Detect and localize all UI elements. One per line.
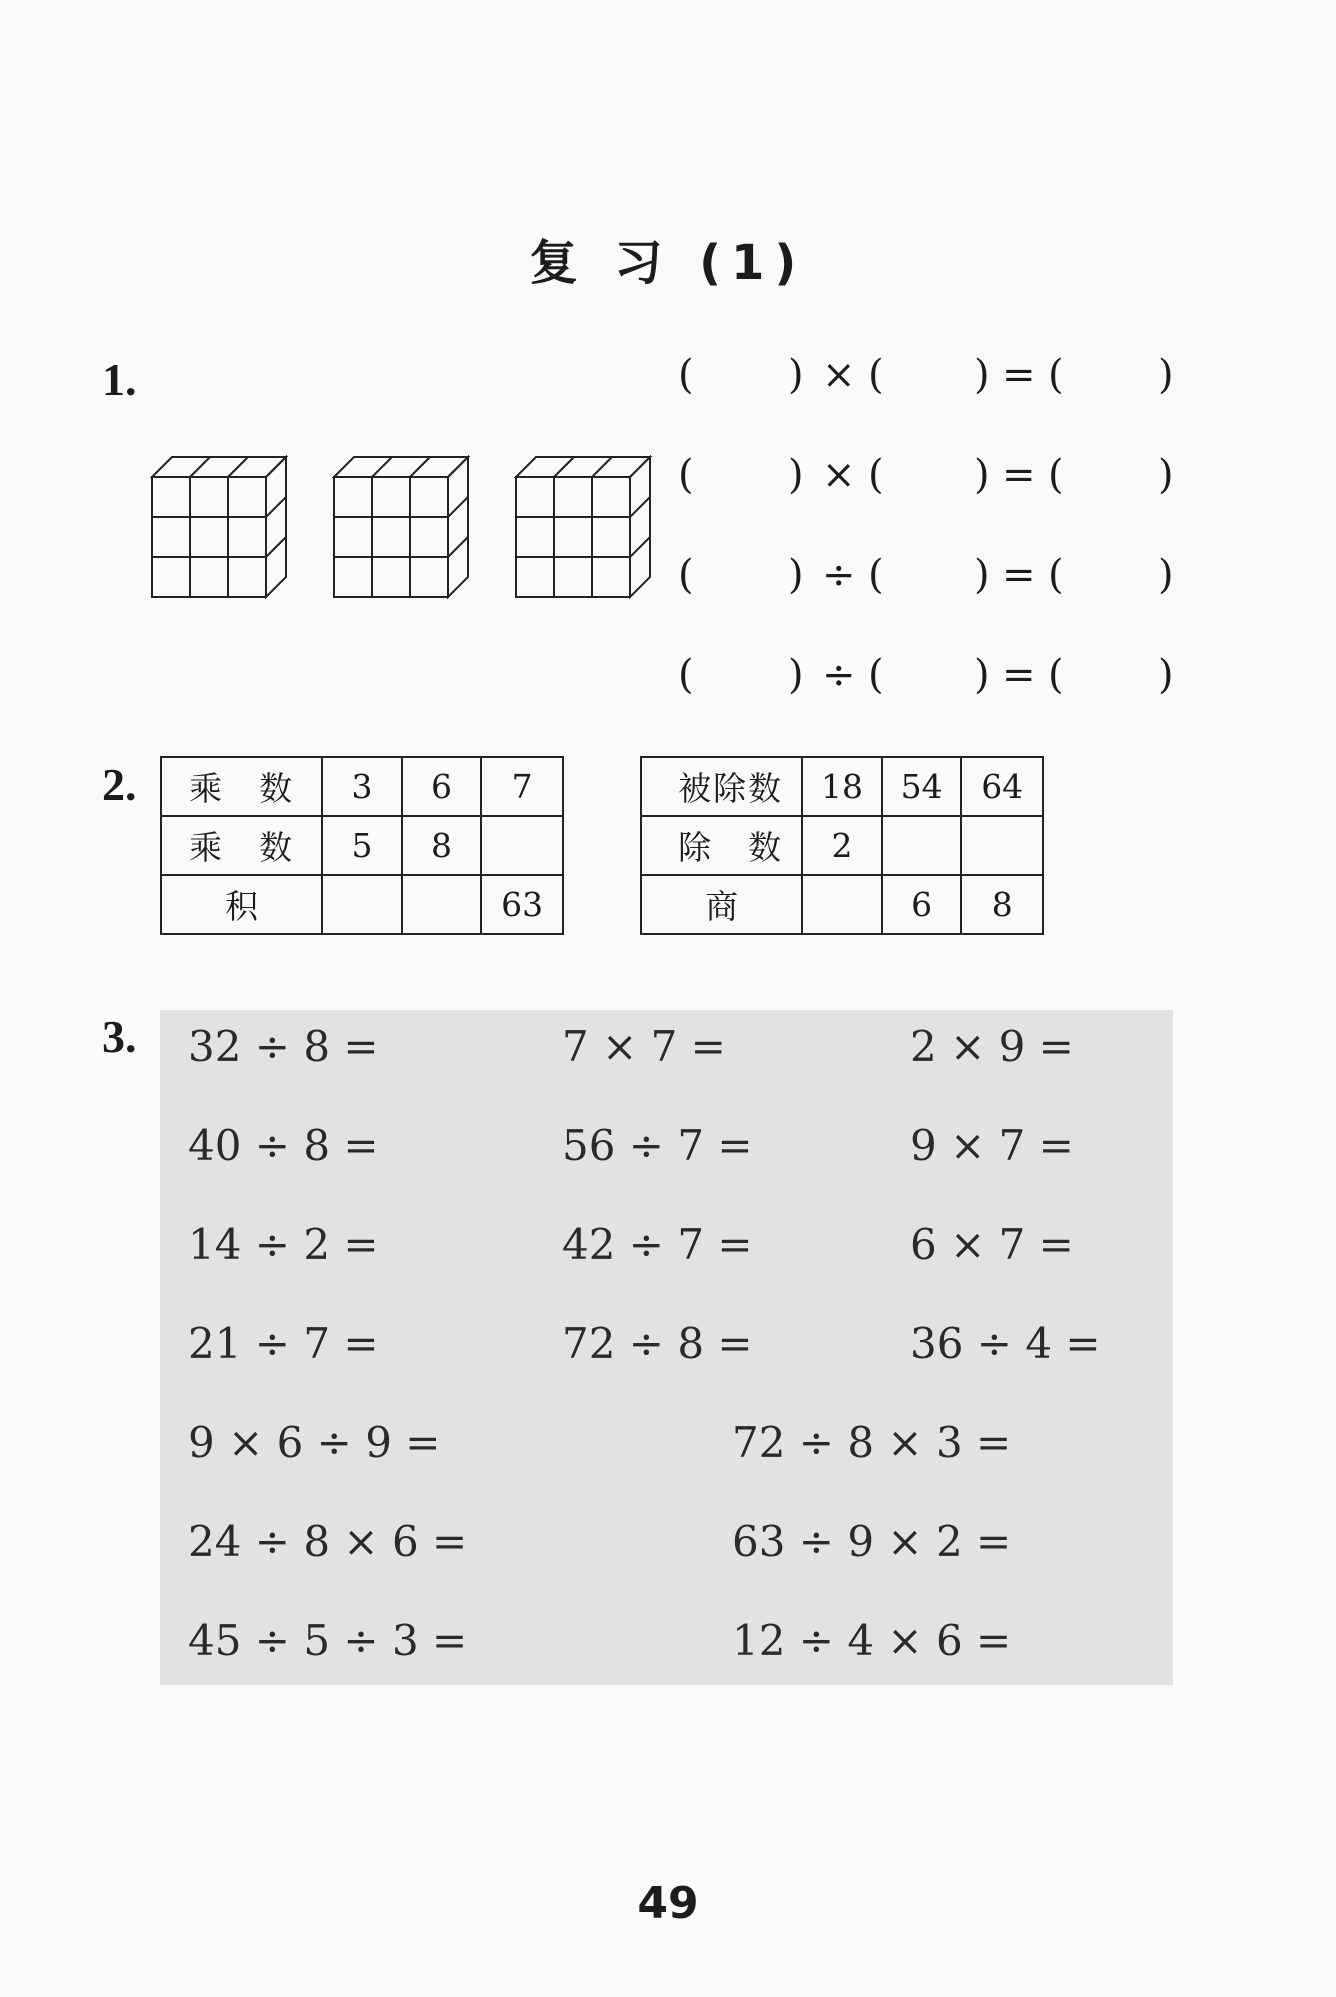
question-2-number: 2.	[102, 759, 137, 810]
calc-problem: 6 × 7 =	[910, 1220, 1074, 1269]
close-paren: )	[788, 352, 804, 398]
close-paren: )	[1158, 652, 1174, 698]
table-cell: 63	[481, 875, 563, 934]
close-paren: )	[788, 552, 804, 598]
equation-row	[678, 652, 1188, 752]
table-row	[641, 757, 1043, 816]
operator: ÷	[822, 552, 856, 598]
table-cell: 2	[802, 816, 882, 875]
question-3-number: 3.	[102, 1011, 137, 1062]
calc-problem: 12 ÷ 4 × 6 =	[732, 1616, 1012, 1665]
open-paren: (	[678, 552, 694, 598]
table-cell: 6	[402, 757, 482, 816]
calc-problem: 21 ÷ 7 =	[188, 1319, 379, 1368]
calc-problem: 36 ÷ 4 =	[910, 1319, 1101, 1368]
cube-block-icon	[332, 455, 477, 600]
close-paren: )	[1158, 552, 1174, 598]
answer-cell[interactable]	[802, 875, 882, 934]
equals-sign: =	[1002, 552, 1036, 598]
open-paren: (	[1048, 652, 1064, 698]
table-row	[161, 875, 563, 934]
open-paren: (	[678, 352, 694, 398]
answer-cell[interactable]	[961, 816, 1043, 875]
page-number: 49	[637, 1878, 699, 1929]
table-cell: 5	[322, 816, 402, 875]
answer-cell[interactable]	[481, 816, 563, 875]
close-paren: )	[974, 352, 990, 398]
table-cell: 6	[882, 875, 962, 934]
equals-sign: =	[1002, 452, 1036, 498]
cube-block-icon	[150, 455, 295, 600]
row-header: 积	[161, 875, 322, 934]
equals-sign: =	[1002, 352, 1036, 398]
table-row	[161, 757, 563, 816]
table-cell: 8	[402, 816, 482, 875]
table-row	[641, 816, 1043, 875]
open-paren: (	[1048, 552, 1064, 598]
open-paren: (	[868, 352, 884, 398]
open-paren: (	[678, 452, 694, 498]
row-header: 被除数	[641, 757, 802, 816]
calc-problem: 45 ÷ 5 ÷ 3 =	[188, 1616, 468, 1665]
calc-problem: 7 × 7 =	[562, 1022, 726, 1071]
table-cell: 18	[802, 757, 882, 816]
division-table	[640, 756, 1044, 935]
close-paren: )	[974, 552, 990, 598]
open-paren: (	[678, 652, 694, 698]
row-header: 商	[641, 875, 802, 934]
table-cell: 3	[322, 757, 402, 816]
table-cell: 7	[481, 757, 563, 816]
page-title: 复 习 (1)	[529, 235, 807, 291]
equation-list	[678, 352, 1188, 752]
equation-row	[678, 552, 1188, 652]
calculation-panel	[160, 1010, 1173, 1685]
close-paren: )	[1158, 452, 1174, 498]
calc-problem: 24 ÷ 8 × 6 =	[188, 1517, 468, 1566]
close-paren: )	[1158, 352, 1174, 398]
calc-problem: 40 ÷ 8 =	[188, 1121, 379, 1170]
calc-problem: 2 × 9 =	[910, 1022, 1074, 1071]
operator: ÷	[822, 652, 856, 698]
close-paren: )	[974, 452, 990, 498]
close-paren: )	[788, 452, 804, 498]
answer-cell[interactable]	[402, 875, 482, 934]
close-paren: )	[974, 652, 990, 698]
table-cell: 54	[882, 757, 962, 816]
row-header: 除 数	[641, 816, 802, 875]
answer-cell[interactable]	[322, 875, 402, 934]
operator: ×	[822, 352, 856, 398]
question-1-number: 1.	[102, 354, 137, 405]
multiplication-table	[160, 756, 564, 935]
equation-row	[678, 452, 1188, 552]
table-row	[641, 875, 1043, 934]
table-cell: 8	[961, 875, 1043, 934]
open-paren: (	[868, 652, 884, 698]
cube-block-icon	[514, 455, 659, 600]
equation-row	[678, 352, 1188, 452]
open-paren: (	[1048, 452, 1064, 498]
operator: ×	[822, 452, 856, 498]
open-paren: (	[868, 452, 884, 498]
calc-problem: 9 × 6 ÷ 9 =	[188, 1418, 441, 1467]
calc-problem: 56 ÷ 7 =	[562, 1121, 753, 1170]
table-cell: 64	[961, 757, 1043, 816]
calc-problem: 42 ÷ 7 =	[562, 1220, 753, 1269]
open-paren: (	[868, 552, 884, 598]
row-header: 乘 数	[161, 757, 322, 816]
calc-problem: 32 ÷ 8 =	[188, 1022, 379, 1071]
calc-problem: 72 ÷ 8 =	[562, 1319, 753, 1368]
equals-sign: =	[1002, 652, 1036, 698]
answer-cell[interactable]	[882, 816, 962, 875]
calc-problem: 63 ÷ 9 × 2 =	[732, 1517, 1012, 1566]
calc-problem: 9 × 7 =	[910, 1121, 1074, 1170]
row-header: 乘 数	[161, 816, 322, 875]
open-paren: (	[1048, 352, 1064, 398]
calc-problem: 72 ÷ 8 × 3 =	[732, 1418, 1012, 1467]
calc-problem: 14 ÷ 2 =	[188, 1220, 379, 1269]
table-row	[161, 816, 563, 875]
close-paren: )	[788, 652, 804, 698]
